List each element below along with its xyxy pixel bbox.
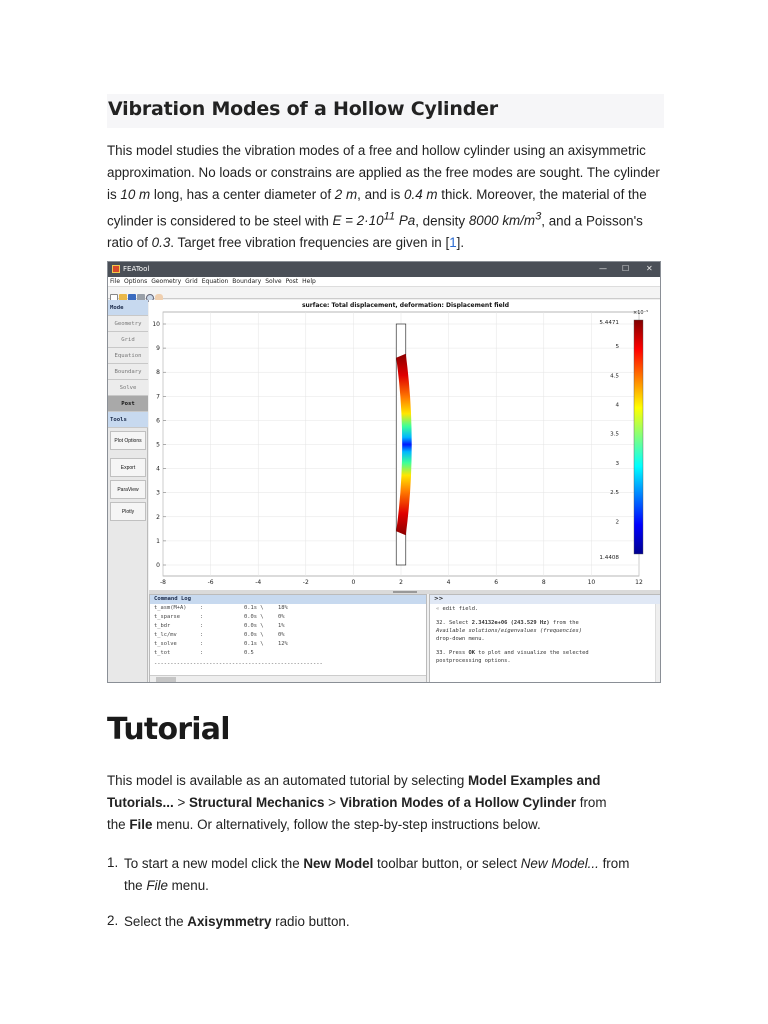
close-icon[interactable]: ✕: [646, 264, 653, 273]
step-2-text: [124, 911, 634, 933]
log-key: t_lc/mv: [154, 632, 177, 638]
guide-text: postprocessing options.: [436, 658, 511, 664]
guide-line: [430, 649, 661, 657]
intro-text: , and is: [357, 187, 405, 202]
command-log-header: Command Log: [150, 595, 426, 604]
menu-bar: [108, 277, 660, 287]
colorbar-tick-label: 4: [615, 402, 619, 409]
menu-grid[interactable]: Grid: [185, 278, 198, 285]
colorbar-gradient: [634, 320, 643, 554]
plotly-button[interactable]: Plotly: [110, 502, 146, 521]
scroll-thumb[interactable]: [156, 677, 176, 682]
log-colon: :: [200, 650, 204, 656]
mode-sidebar: [108, 300, 148, 683]
plot-options-button[interactable]: Plot Options: [110, 431, 146, 450]
y-tick-label: 10: [152, 321, 160, 328]
x-tick-label: 2: [399, 579, 403, 586]
x-tick-label: 12: [635, 579, 643, 586]
log-percent: 0%: [278, 614, 285, 620]
mode-solve-button[interactable]: Solve: [108, 380, 148, 396]
minimize-icon[interactable]: —: [599, 264, 607, 273]
guide-line: [430, 605, 661, 613]
intro-paragraph: [107, 140, 667, 254]
new-model-label: New Model: [303, 856, 374, 871]
menu-equation[interactable]: Equation: [201, 278, 229, 285]
guide-text: edit field.: [442, 606, 479, 612]
intro-text: ].: [456, 235, 465, 251]
tutorial-heading: Tutorial: [107, 712, 230, 747]
y-tick-label: 8: [156, 369, 160, 377]
new-model-menu-item: New Model...: [520, 856, 599, 871]
step-text: toolbar button, or select: [373, 856, 521, 871]
cylinder-thickness: 0.4 m: [404, 187, 438, 202]
command-log-rows: [150, 604, 426, 658]
colorbar-tick-label: 2: [615, 519, 619, 526]
log-time: 0.0s \: [244, 623, 264, 629]
guide-text: from the: [549, 620, 579, 626]
log-row: [150, 604, 426, 613]
colorbar-tick-label: 3: [615, 460, 619, 467]
app-logo-icon: [112, 265, 120, 273]
log-percent: 12%: [278, 641, 288, 647]
file-menu-label: File: [146, 878, 168, 893]
article-title: Vibration Modes of a Hollow Cylinder: [108, 98, 498, 120]
step-1-text: [124, 853, 634, 897]
guide-text: 32. Select: [436, 620, 472, 626]
y-tick-label: 4: [156, 465, 160, 473]
log-time: 0.0s \: [244, 614, 264, 620]
menu-path-file: File: [129, 817, 153, 832]
tools-header: Tools: [108, 412, 148, 428]
cylinder-diameter: 2 m: [334, 187, 358, 202]
menu-boundary[interactable]: Boundary: [232, 278, 262, 285]
youngs-modulus-unit: Pa: [395, 213, 416, 229]
axisymmetry-label: Axisymmetry: [187, 914, 272, 929]
menu-options[interactable]: Options: [124, 278, 148, 285]
maximize-icon[interactable]: ☐: [622, 264, 630, 273]
log-row: [150, 622, 426, 631]
y-tick-label: 7: [156, 393, 160, 401]
menu-path-examples: Model Examples and Tutorials...: [107, 773, 601, 810]
log-row: [150, 631, 426, 640]
log-colon: :: [200, 614, 204, 620]
youngs-modulus: E = 2·10: [332, 213, 384, 229]
window-title: FEATool: [123, 265, 150, 273]
colorbar: [599, 310, 648, 561]
intro-text: thick. Moreover, the material of the cylinder is considered to be steel with: [107, 187, 647, 229]
step-text: from the: [124, 856, 630, 893]
intro-text: long, has a center diameter of: [150, 187, 335, 202]
y-tick-label: 9: [156, 345, 160, 353]
colorbar-tick-label: 2.5: [610, 490, 619, 497]
menu-path-model: Vibration Modes of a Hollow Cylinder: [339, 795, 577, 810]
guide-line: [430, 657, 661, 665]
intro-text: , density: [415, 213, 469, 229]
menu-path-structural: Structural Mechanics: [188, 795, 325, 810]
guide-line: [430, 619, 661, 627]
plot-panel[interactable]: [149, 300, 661, 590]
guide-header: >>: [430, 595, 661, 604]
colorbar-tick-label: 5: [615, 344, 619, 351]
displacement-plot[interactable]: [149, 300, 661, 590]
menu-post[interactable]: Post: [285, 278, 299, 285]
mode-equation-button[interactable]: Equation: [108, 348, 148, 364]
colorbar-tick-label: 4.5: [610, 373, 619, 380]
colorbar-exponent: ×10⁻⁵: [633, 310, 649, 316]
guide-text: to plot and visualize the selected: [474, 650, 589, 656]
step-text: radio button.: [271, 914, 350, 929]
toolbar: [108, 287, 660, 299]
tutorial-text: from the: [107, 795, 607, 832]
guide-line: [430, 635, 661, 643]
x-tick-label: 6: [494, 579, 499, 586]
intro-text: , and a Poisson's ratio of: [107, 213, 643, 251]
log-time: 0.1s \: [244, 605, 264, 611]
guide-solution-value: 2.34132e+06 (243.529 Hz): [471, 620, 550, 626]
guide-line: [430, 627, 661, 635]
x-tick-label: 0: [351, 579, 356, 586]
poisson-ratio: 0.3: [151, 235, 171, 251]
reference-link[interactable]: 1: [449, 235, 457, 251]
guide-vscrollbar[interactable]: [655, 604, 661, 683]
log-colon: :: [200, 623, 204, 629]
tutorial-intro-paragraph: [107, 770, 607, 836]
plot-title: surface: Total displacement, deformation: Displacement field: [301, 302, 510, 309]
mode-boundary-button[interactable]: Boundary: [108, 364, 148, 380]
x-tick-label: 4: [446, 579, 451, 586]
log-row: [150, 613, 426, 622]
tutorial-text: >: [173, 795, 189, 810]
intro-text: . Target free vibration frequencies are given in [: [170, 235, 450, 251]
log-key: t_tot: [154, 650, 171, 656]
command-log-hscrollbar[interactable]: [150, 675, 426, 683]
youngs-modulus-exponent: 11: [383, 211, 396, 223]
log-colon: :: [200, 641, 204, 647]
log-key: t_sparse: [154, 614, 180, 620]
y-tick-label: 0: [156, 562, 160, 569]
menu-solve[interactable]: Solve: [265, 278, 282, 285]
log-key: t_asm(M+A): [154, 605, 187, 611]
guide-text: drop-down menu.: [436, 636, 485, 642]
x-tick-label: -2: [302, 579, 309, 586]
log-row: [150, 640, 426, 649]
command-log-separator: ----------------------------------------------------: [154, 661, 323, 667]
log-key: t_solve: [154, 641, 177, 647]
colorbar-tick-label: 3.5: [610, 431, 619, 438]
step-text: To start a new model click the: [124, 856, 304, 871]
x-tick-label: -6: [207, 579, 214, 586]
y-tick-label: 2: [156, 513, 160, 521]
x-tick-label: 8: [541, 579, 546, 586]
tutorial-text: menu. Or alternatively, follow the step-by-step instructions below.: [152, 817, 541, 832]
mode-geometry-button[interactable]: Geometry: [108, 316, 148, 332]
guide-dropdown-name: Available solutions/eigenvalues (frequencies): [436, 628, 583, 634]
menu-help[interactable]: Help: [302, 278, 316, 285]
step-text: Select the: [124, 914, 188, 929]
log-percent: 1%: [278, 623, 285, 629]
colorbar-min-label: 1.4408: [599, 555, 619, 561]
step-number: 2.: [107, 913, 119, 928]
paraview-button[interactable]: ParaView: [110, 480, 146, 499]
log-percent: 0%: [278, 632, 285, 638]
guide-ok-label: OK: [468, 650, 475, 656]
menu-file[interactable]: File: [110, 278, 121, 285]
command-log-panel: [149, 594, 427, 683]
density-exponent: 3: [535, 211, 542, 223]
guide-text: 33. Press: [436, 650, 469, 656]
y-tick-label: 6: [156, 417, 160, 425]
log-row: [150, 649, 426, 658]
log-time: 0.0s \: [244, 632, 264, 638]
x-tick-label: 10: [587, 579, 596, 586]
log-time: 0.1s \: [244, 641, 264, 647]
y-tick-label: 5: [156, 441, 160, 449]
density-value: 8000 km/m: [468, 213, 536, 229]
splitter-grip[interactable]: [393, 591, 417, 593]
log-time: 0.5: [244, 650, 254, 656]
mode-post-button[interactable]: Post: [108, 396, 148, 412]
cylinder-shapes: [396, 324, 411, 565]
tutorial-guide-panel: [429, 594, 661, 683]
colorbar-max-label: 5.4471: [599, 320, 619, 326]
tutorial-text: >: [324, 795, 340, 810]
export-button[interactable]: Export: [110, 458, 146, 477]
featool-window: [107, 261, 661, 683]
guide-marker: «: [436, 606, 440, 612]
log-colon: :: [200, 632, 204, 638]
mode-grid-button[interactable]: Grid: [108, 332, 148, 348]
intro-text: This model studies the vibration modes of a free and hollow cylinder using an axisymmetric approximation. No loads or constrains are applied as the free modes are sought. The cylinder is: [107, 143, 660, 202]
log-colon: :: [200, 605, 204, 611]
x-tick-label: -8: [160, 579, 166, 586]
cylinder-length: 10 m: [120, 187, 151, 202]
log-percent: 18%: [278, 605, 288, 611]
step-text: menu.: [167, 878, 209, 893]
x-tick-label: -4: [255, 579, 262, 586]
y-tick-label: 1: [156, 537, 160, 545]
mode-header: Mode: [108, 300, 148, 316]
window-titlebar: [108, 262, 660, 277]
step-number: 1.: [107, 855, 119, 870]
menu-geometry[interactable]: Geometry: [151, 278, 182, 285]
y-tick-label: 3: [156, 489, 160, 497]
article-title-box: [107, 94, 664, 128]
log-key: t_bdr: [154, 623, 171, 629]
tutorial-text: This model is available as an automated tutorial by selecting: [107, 773, 468, 788]
